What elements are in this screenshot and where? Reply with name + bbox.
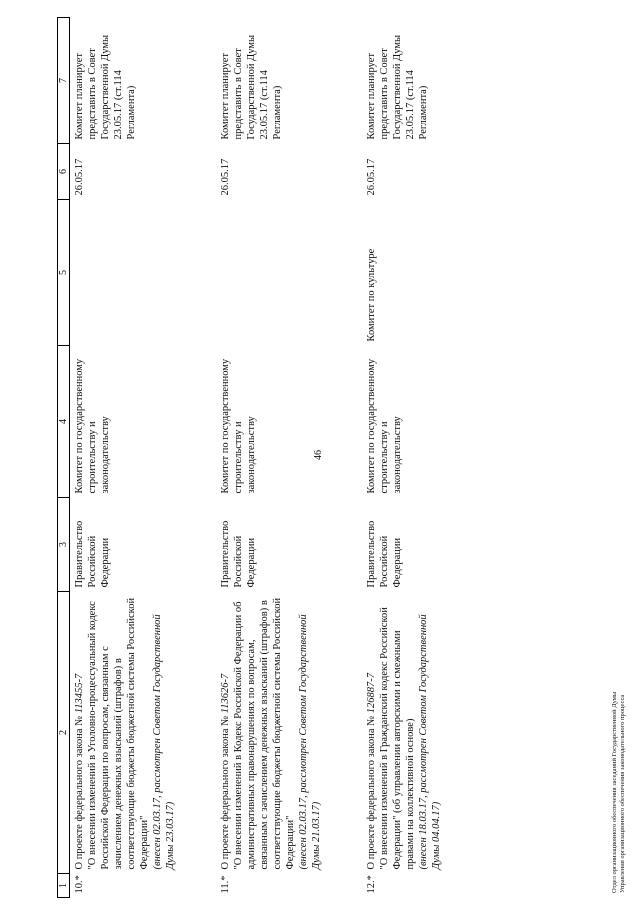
review-date: 26.05.17	[365, 158, 377, 196]
row-number: 10.*	[74, 875, 85, 894]
bill-author: Правительство Российской Федерации	[74, 520, 111, 588]
bill-number: 126887-7	[365, 672, 377, 714]
table-row	[216, 18, 362, 898]
header-cell: 4	[58, 346, 70, 498]
decision-text: Комитет планирует представить в Совет Государственной Думы 23.05.17 (ст.114 Регламента)	[219, 34, 283, 140]
footer	[611, 273, 627, 893]
bill-text: "О внесении изменений в Гражданский кодекс Российской Федерации" (об управлении авторскими и смежными правами на коллективной основе)	[378, 607, 416, 870]
decision-text: Комитет планирует представить в Совет Государственной Думы 23.05.17 (ст.114 Регламента)	[365, 34, 429, 140]
bill-number: 113626-7	[219, 673, 231, 714]
responsible-committee: Комитет по государственному строительству и законодательству	[219, 358, 257, 494]
co-committee	[216, 200, 362, 346]
bills-table	[57, 17, 512, 898]
header-cell: 6	[58, 144, 70, 200]
decision-text: Комитет планирует представить в Совет Государственной Думы 23.05.17 (ст.114 Регламента)	[74, 34, 137, 140]
row-number: 12.*	[365, 875, 377, 894]
bill-text: "О внесении изменений в Кодекс Российской Федерации об административных правонарушениях по вопросам, связанным с зачислением денежных взысканий (штрафов) в соответствующие бюджеты бюджетной системы Российской Федерации"	[232, 597, 296, 870]
table-row	[362, 18, 512, 898]
rotated-document	[57, 18, 512, 898]
bill-number: 113455-7	[74, 673, 85, 714]
table-row	[70, 18, 216, 898]
co-committee	[70, 200, 216, 346]
header-cell: 1	[58, 874, 70, 898]
bill-description	[362, 592, 512, 874]
footer-line: Отдел организационного обеспечения заседаний Государственной Думы	[611, 691, 618, 893]
bill-note: (внесен 02.03.17, рассмотрен Советом Государственной Думы 21.03.17)	[297, 614, 322, 870]
bill-description	[70, 592, 216, 874]
bill-author: Правительство Российской Федерации	[219, 520, 257, 588]
review-date: 26.05.17	[219, 158, 231, 196]
header-cell: 5	[58, 200, 70, 346]
bill-title: О проекте федерального закона №	[74, 713, 85, 870]
row-number: 11.*	[219, 875, 231, 894]
bill-title: О проекте федерального закона №	[365, 713, 377, 870]
header-cell: 2	[58, 592, 70, 874]
co-committee: Комитет по культуре	[365, 248, 377, 342]
bill-note: (внесен 18.03.17, рассмотрен Советом Государственной Думы 04.04.17)	[417, 614, 442, 870]
header-cell: 7	[58, 18, 70, 144]
bill-note: (внесен 02.03.17, рассмотрен Советом Государственной Думы 23.03.17)	[152, 614, 176, 870]
review-date: 26.05.17	[74, 158, 85, 196]
bill-text: "О внесении изменений в Уголовно-процессуальный кодекс Российской Федерации по вопросам, связанным с зачислением денежных взысканий (штрафов) в соответствующие бюджеты бюджетной системы Российской Федерации"	[87, 597, 150, 870]
table-header	[58, 18, 70, 898]
responsible-committee: Комитет по государственному строительству и законодательству	[74, 358, 111, 494]
page-number: 46	[313, 450, 324, 460]
bill-author: Правительство Российской Федерации	[365, 520, 403, 588]
bill-title: О проекте федерального закона №	[219, 713, 231, 870]
header-cell: 3	[58, 498, 70, 592]
responsible-committee: Комитет по государственному строительству и законодательству	[365, 358, 403, 494]
bill-description	[216, 592, 362, 874]
footer-line: Управления организационного обеспечения законодательного процесса	[619, 694, 626, 893]
